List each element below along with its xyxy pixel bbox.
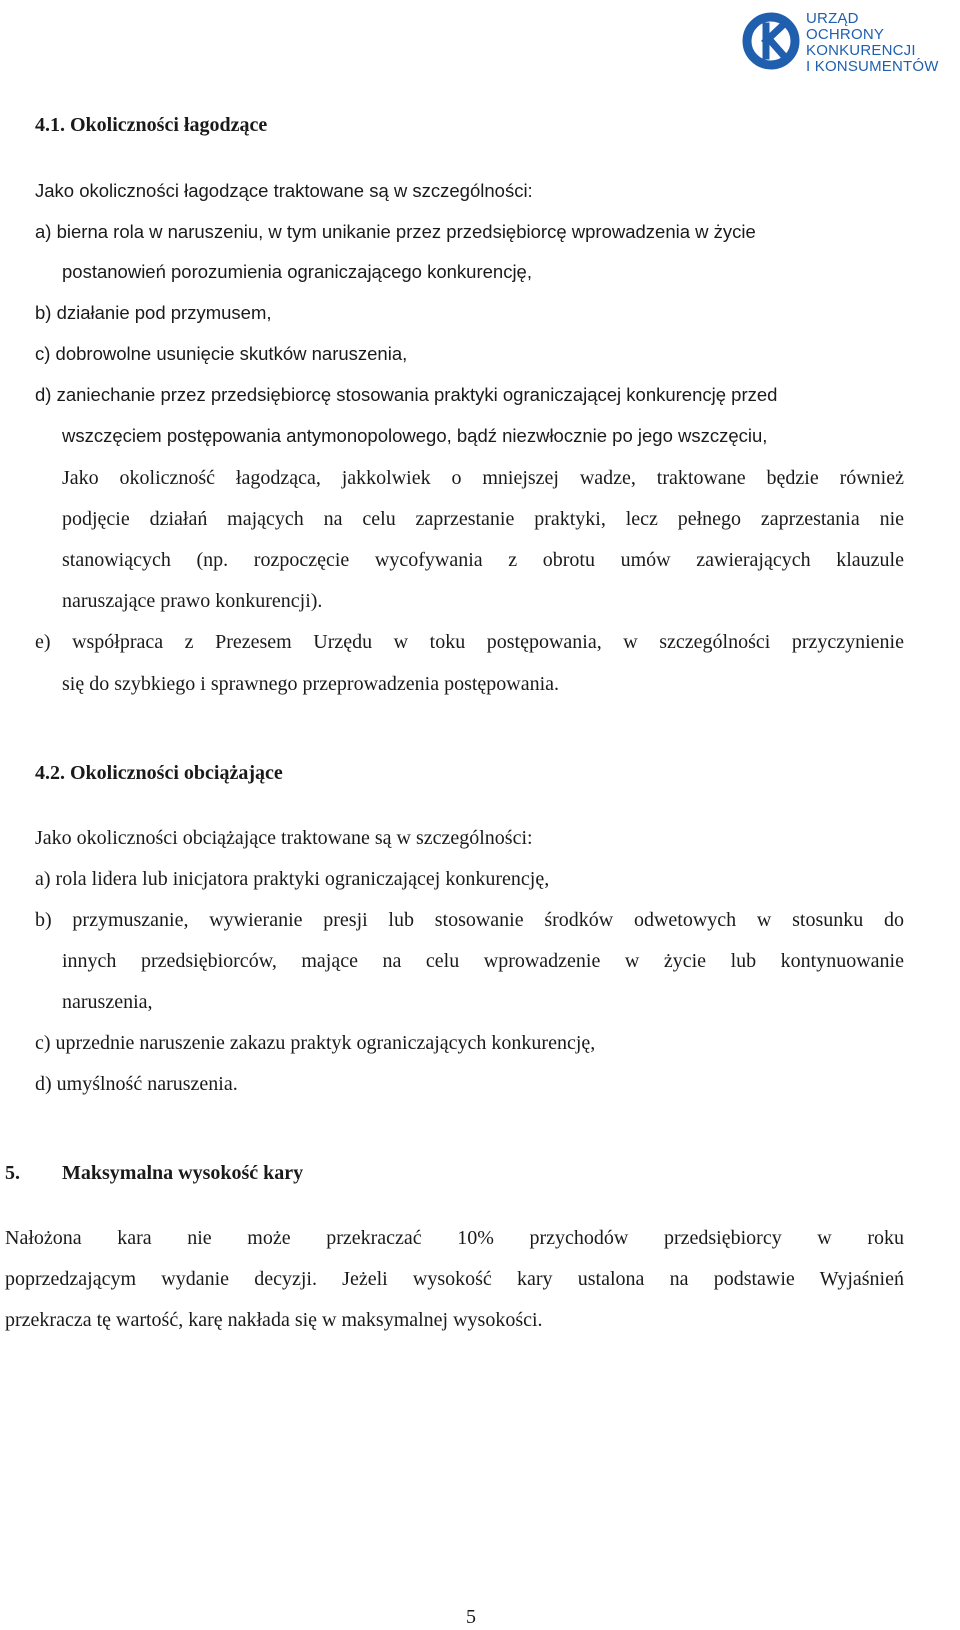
section-heading: Maksymalna wysokość kary	[62, 1162, 304, 1184]
list-item-continuation: wszczęciem postępowania antymonopolowego, bądź niezwłocznie po jego wszczęciu,	[62, 425, 768, 446]
paragraph-line: przekracza tę wartość, karę nakłada się w maksymalnej wysokości.	[5, 1309, 543, 1331]
paragraph-line: Jako okoliczność łagodząca, jakkolwiek o mniejszej wadze, traktowane będzie również	[62, 467, 904, 489]
section-number: 5.	[5, 1162, 20, 1184]
logo-line: I KONSUMENTÓW	[806, 58, 939, 75]
list-item: c) uprzednie naruszenie zakazu praktyk ograniczających konkurencję,	[35, 1032, 596, 1054]
list-item-continuation: innych przedsiębiorców, mające na celu wprowadzenie w życie lub kontynuowanie	[62, 950, 904, 972]
logo-line: OCHRONY	[806, 26, 885, 43]
list-item: d) umyślność naruszenia.	[35, 1073, 238, 1095]
section-heading: 4.2. Okoliczności obciążające	[35, 762, 283, 784]
list-item: c) dobrowolne usunięcie skutków naruszenia,	[35, 343, 408, 364]
list-item-continuation: postanowień porozumienia ograniczającego konkurencję,	[62, 261, 532, 282]
uokik-logo	[738, 8, 956, 78]
paragraph-line: podjęcie działań mających na celu zaprzestanie praktyki, lecz pełnego zaprzestania nie	[62, 508, 904, 530]
list-item-continuation: naruszenia,	[62, 991, 153, 1013]
paragraph-line: naruszające prawo konkurencji).	[62, 590, 323, 612]
logo-text	[806, 11, 939, 75]
list-item: d) zaniechanie przez przedsiębiorcę stosowania praktyki ograniczającej konkurencję przed	[35, 384, 778, 405]
list-item: b) przymuszanie, wywieranie presji lub stosowanie środków odwetowych w stosunku do	[35, 909, 904, 931]
paragraph-line: stanowiących (np. rozpoczęcie wycofywania z obrotu umów zawierających klauzule	[62, 549, 904, 571]
logo-line: KONKURENCJI	[806, 42, 916, 59]
paragraph: Jako okoliczności obciążające traktowane są w szczególności:	[35, 827, 533, 849]
list-item: a) rola lidera lub inicjatora praktyki ograniczającej konkurencję,	[35, 868, 550, 890]
paragraph-line: Nałożona kara nie może przekraczać 10% przychodów przedsiębiorcy w roku	[5, 1227, 904, 1249]
page-number: 5	[466, 1606, 476, 1628]
list-item: a) bierna rola w naruszeniu, w tym unikanie przez przedsiębiorcę wprowadzenia w życie	[35, 221, 756, 242]
logo-line: URZĄD	[806, 10, 859, 27]
section-heading: 4.1. Okoliczności łagodzące	[35, 114, 268, 136]
paragraph-line: poprzedzającym wydanie decyzji. Jeżeli wysokość kary ustalona na podstawie Wyjaśnień	[5, 1268, 904, 1290]
list-item: e) współpraca z Prezesem Urzędu w toku postępowania, w szczególności przyczynienie	[35, 631, 904, 653]
list-item: b) działanie pod przymusem,	[35, 302, 272, 323]
paragraph: Jako okoliczności łagodzące traktowane są w szczególności:	[35, 180, 533, 201]
list-item-continuation: się do szybkiego i sprawnego przeprowadzenia postępowania.	[62, 673, 560, 695]
uokik-logo-icon	[738, 8, 804, 74]
